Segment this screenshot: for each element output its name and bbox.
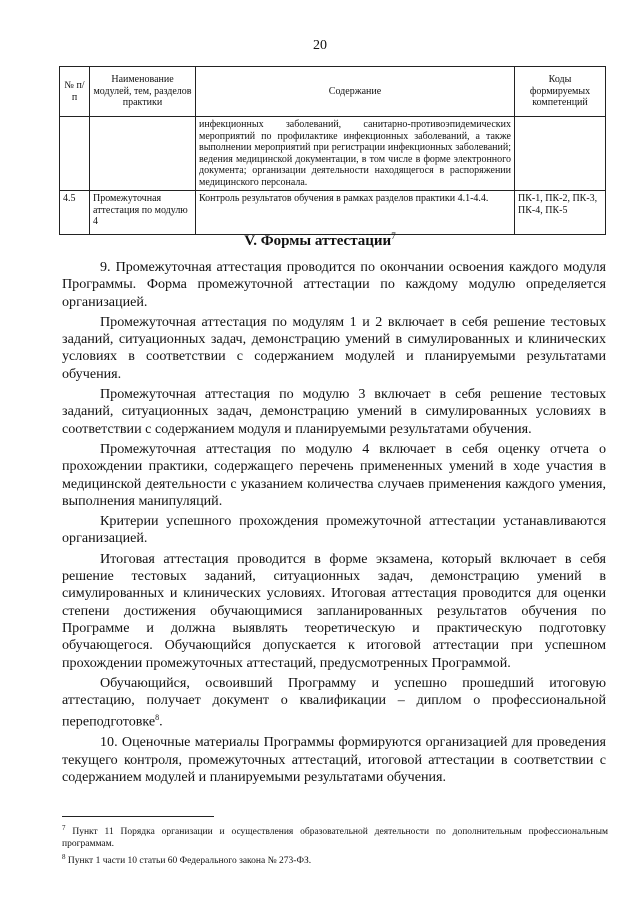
- footnotes: [62, 822, 608, 868]
- row-codes: [515, 117, 606, 191]
- row-module-name: [90, 117, 196, 191]
- row-content: Контроль результатов обучения в рамках разделов практики 4.1-4.4.: [196, 191, 515, 235]
- body-text: [62, 259, 606, 789]
- footnote-text: Пункт 11 Порядка организации и осуществления образовательной деятельности по дополнительным профессиональным программам.: [62, 827, 608, 850]
- header-number: № п/п: [60, 67, 90, 117]
- footnote-ref-8: 8: [155, 713, 160, 723]
- paragraph: Промежуточная аттестация по модулю 3 включает в себя решение тестовых заданий, ситуационных задач, демонстрацию умений в симулированных условиях в соответствии с содержанием модуля и планируемыми результатами обучения.: [62, 386, 606, 437]
- paragraph: 9. Промежуточная аттестация проводится по окончании освоения каждого модуля Программы. Форма промежуточной аттестации по каждому модулю определяется организацией.: [62, 259, 606, 310]
- footnote-8: [62, 851, 608, 867]
- section-title: [0, 231, 640, 250]
- footnote-mark: 7: [62, 824, 66, 832]
- table-header-row: [60, 67, 606, 117]
- paragraph: Итоговая аттестация проводится в форме экзамена, который включает в себя решение тестовых заданий, ситуационных задач, демонстрацию умений в симулированных и клинических условиях. Итоговая аттестация проводится для оценки степени достижения обучающимися запланированных результатов обучения по Программе и должна выявлять теоретическую и практическую подготовку обучающегося. Обучающийся допускается к итоговой аттестации при успешном прохождении промежуточных аттестаций, предусмотренных Программой.: [62, 550, 606, 671]
- table-row: [60, 191, 606, 235]
- header-competence-codes: Коды формируемых компетенций: [515, 67, 606, 117]
- header-module-name: Наименование модулей, тем, разделов практики: [90, 67, 196, 117]
- row-number: [60, 117, 90, 191]
- paragraph: [62, 675, 606, 732]
- row-module-name: Промежуточная аттестация по модулю 4: [90, 191, 196, 235]
- program-table: [59, 66, 606, 235]
- row-codes: ПК-1, ПК-2, ПК-3, ПК-4, ПК-5: [515, 191, 606, 235]
- footnote-text: Пункт 1 части 10 статьи 60 Федерального закона № 273-ФЗ.: [65, 856, 312, 867]
- footnote-ref-7: 7: [391, 231, 396, 241]
- paragraph-end: .: [159, 714, 163, 731]
- table-row: [60, 117, 606, 191]
- paragraph: 10. Оценочные материалы Программы формируются организацией для проведения текущего контроля, промежуточных аттестаций, итоговой аттестации в соответствии с содержанием модулей и планируемыми результатами обучения.: [62, 734, 606, 785]
- paragraph: Промежуточная аттестация по модулям 1 и 2 включает в себя решение тестовых заданий, ситуационных задач, демонстрацию умений в симулированных и клинических условиях в соответствии с содержанием модулей и планируемыми результатами обучения.: [62, 313, 606, 382]
- page-number: 20: [313, 38, 327, 53]
- header-content: Содержание: [196, 67, 515, 117]
- paragraph: Промежуточная аттестация по модулю 4 включает в себя оценку отчета о прохождении практики, содержащего перечень примененных умений в ходе участия в медицинской деятельности с указанием количества случаев применения каждого умения, выполнения манипуляций.: [62, 440, 606, 509]
- footnote-mark: 8: [62, 853, 66, 862]
- footnote-divider: [62, 816, 214, 817]
- row-content: инфекционных заболеваний, санитарно-противоэпидемических мероприятий по профилактике инфекционных заболеваний, а также выполнении мероприятий при регистрации инфекционных заболеваний; ведения медицинской документации, в том числе в форме электронного документа; организации деятельности находящегося в распоряжении медицинского персонала.: [196, 117, 515, 191]
- paragraph: Критерии успешного прохождения промежуточной аттестации устанавливаются организацией.: [62, 513, 606, 547]
- row-number: 4.5: [60, 191, 90, 235]
- section-title-text: V. Формы аттестации: [244, 233, 392, 249]
- footnote-7: [62, 822, 608, 850]
- paragraph-text: Обучающийся, освоивший Программу и успешно прошедший итоговую аттестацию, получает документ о квалификации – диплом о профессиональной переподготовке: [62, 674, 606, 731]
